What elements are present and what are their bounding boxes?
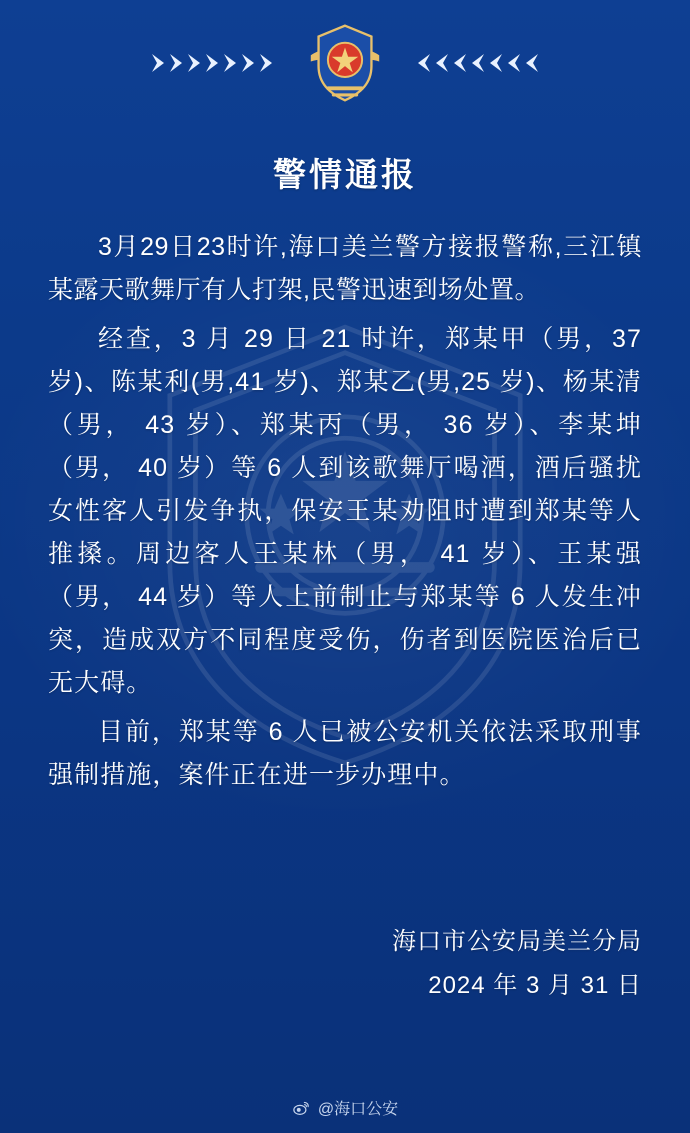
paragraph-1: 3月29日23时许,海口美兰警方接报警称,三江镇某露天歌舞厅有人打架,民警迅速到场处置。 xyxy=(48,233,642,304)
paragraph-2: 经查，3 月 29 日 21 时许，郑某甲（男，37 岁)、陈某利(男,41 岁)、郑某乙(男,25 岁)、杨某清（男， 43 岁）、郑某丙（男， 36 岁）、李某坤（男， 40 岁）等 6 人到该歌舞厅喝酒，酒后骚扰女性客人引发争执，保安王某劝阻时遭到郑某等人推搡。周边客人王某林（男， 41 岁）、王某强（男， 44 岁）等人上前制止与郑某等 6 人发生冲突，造成双方不同程度受伤，伤者到医院医治后已无大碍。 xyxy=(48,325,642,697)
footer-account-name: @海口公安 xyxy=(317,1101,399,1118)
poster-header xyxy=(0,0,690,125)
weibo-icon xyxy=(292,1099,310,1117)
police-badge-emblem-icon xyxy=(306,21,384,105)
chevrons-left-icon xyxy=(402,48,538,78)
chevrons-right-icon xyxy=(152,48,288,78)
page-title: 警情通报 xyxy=(273,156,417,193)
signature-date: 2024 年 3 月 31 日 xyxy=(428,972,642,1000)
signature-block xyxy=(122,920,642,1009)
footer-credit xyxy=(0,1096,690,1119)
notice-body xyxy=(0,204,690,797)
signature-organization: 海口市公安局美兰分局 xyxy=(392,928,642,955)
paragraph-3: 目前，郑某等 6 人已被公安机关依法采取刑事强制措施，案件正在进一步办理中。 xyxy=(48,718,642,789)
